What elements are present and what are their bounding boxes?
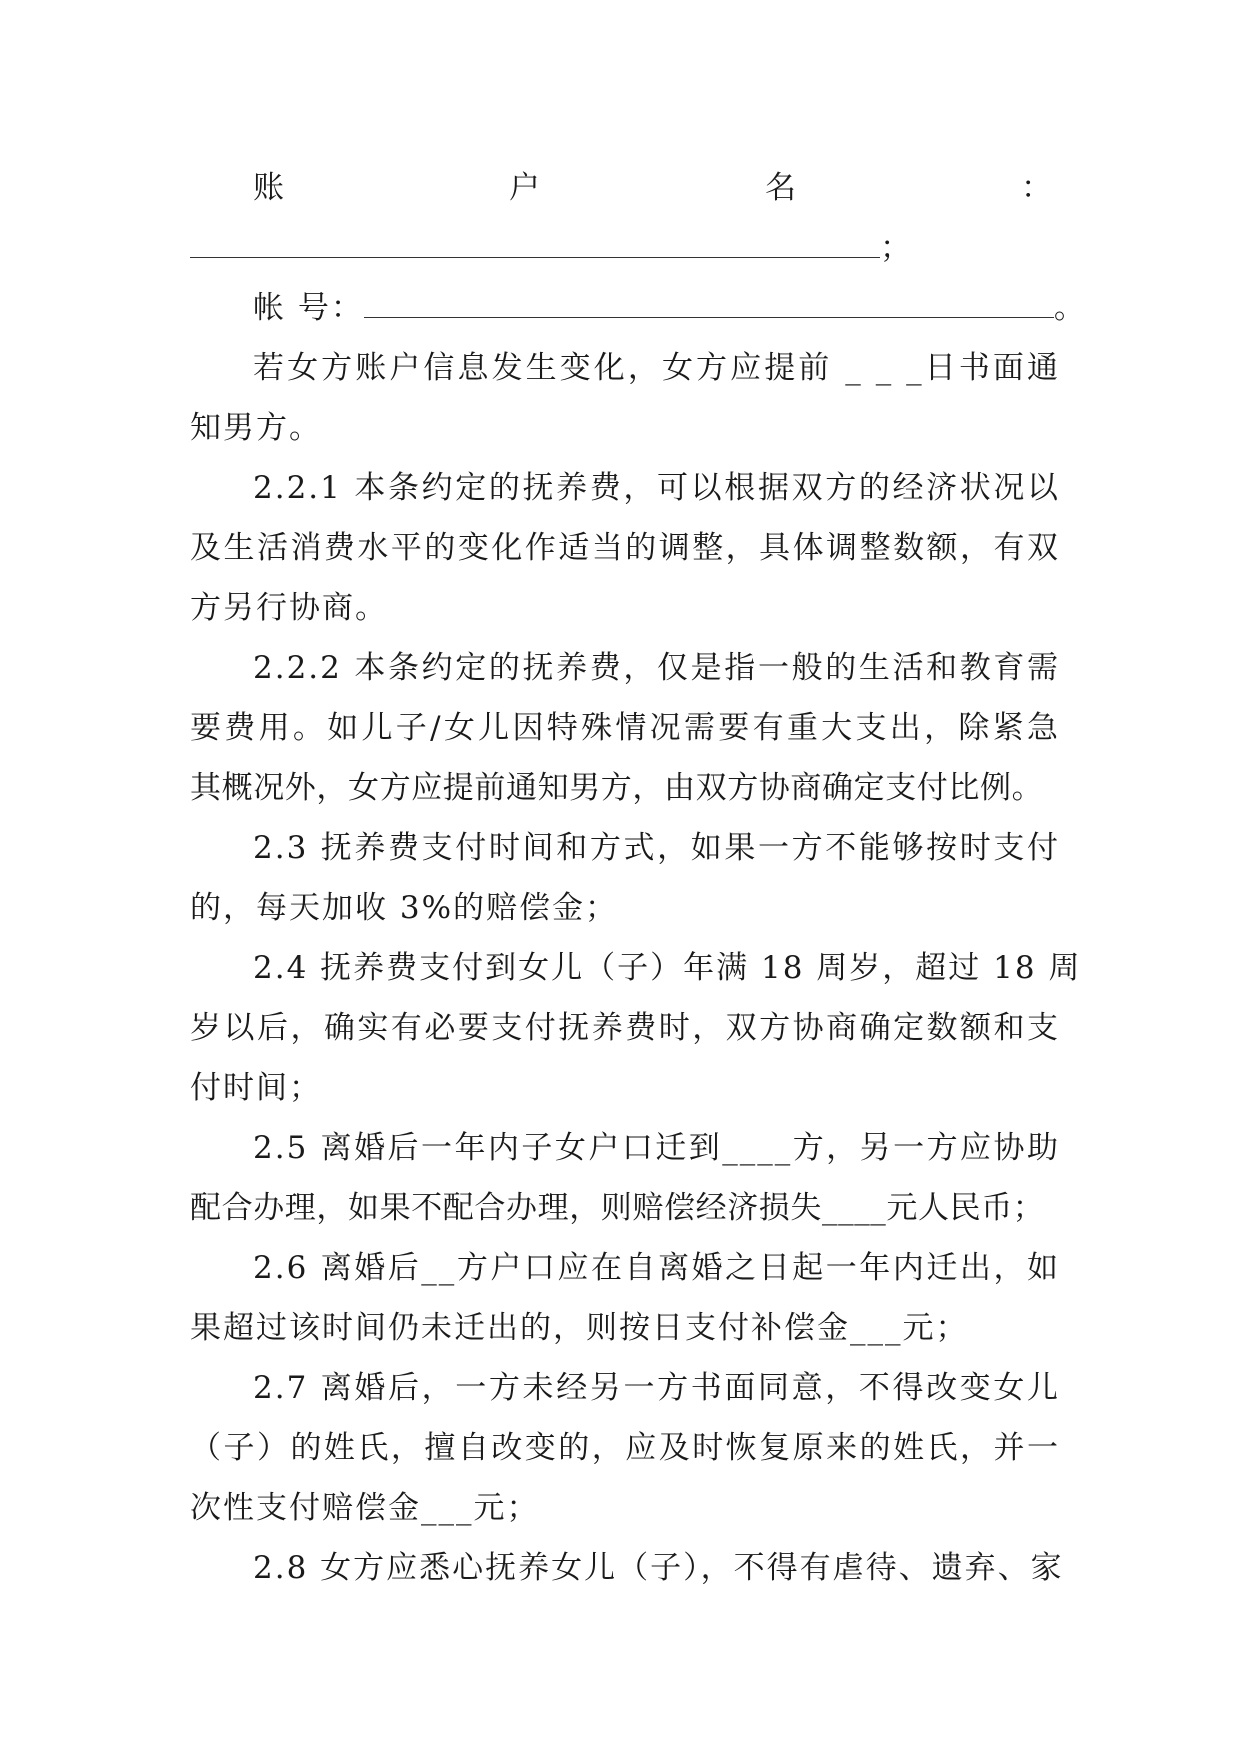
account-name-char: 账 [253,170,286,206]
paragraph-line: 2.2.2 本条约定的抚养费，仅是指一般的生活和教育需 [253,650,1060,686]
paragraph-line: 果超过该时间仍未迁出的，则按日支付补偿金___元； [190,1310,969,1346]
paragraph-2-4 [190,938,1082,1118]
paragraph-line: 2.3 抚养费支付时间和方式，如果一方不能够按时支付 [253,830,1060,866]
account-name-end: ； [880,230,913,266]
account-number-blank [364,281,1054,318]
paragraph-2-6 [190,1238,1060,1358]
account-name-char: ： [1021,170,1054,206]
paragraph-2-7 [190,1358,1060,1538]
paragraph-line: 2.6 离婚后__方户口应在自离婚之日起一年内迁出，如 [253,1250,1060,1286]
account-number-label: 帐 号： [253,290,364,326]
paragraph-line: 要费用。如儿子/女儿因特殊情况需要有重大支出，除紧急 [190,710,1060,746]
account-number-row [190,278,1087,338]
account-name-label-row [190,158,1060,218]
paragraph-line: 2.7 离婚后，一方未经另一方书面同意，不得改变女儿 [253,1370,1060,1406]
paragraph-line: 付时间； [190,1070,322,1106]
paragraph-2-8 [190,1538,1064,1598]
paragraph-2-2-2 [190,638,1060,818]
account-number-end: 。 [1053,290,1087,326]
paragraph-line: 2.2.1 本条约定的抚养费，可以根据双方的经济状况以 [253,470,1060,506]
document-body [190,158,1087,1598]
paragraph-line: 配合办理，如果不配合办理，则赔偿经济损失____元人民币； [190,1190,1045,1226]
paragraph-notify [190,338,1060,458]
account-name-char: 户 [509,170,542,206]
paragraph-line: 2.5 离婚后一年内子女户口迁到____方，另一方应协助 [253,1130,1060,1166]
paragraph-2-3 [190,818,1060,938]
account-name-char: 名 [765,170,798,206]
paragraph-2-5 [190,1118,1060,1238]
paragraph-line: 2.8 女方应悉心抚养女儿（子），不得有虐待、遗弃、家 [253,1550,1064,1586]
paragraph-line: 2.4 抚养费支付到女儿（子）年满 18 周岁，超过 18 周 [253,950,1082,986]
paragraph-line: 方另行协商。 [190,590,388,626]
paragraph-line: 次性支付赔偿金___元； [190,1490,540,1526]
paragraph-line: 知男方。 [190,410,322,446]
paragraph-line: 岁以后，确实有必要支付抚养费时，双方协商确定数额和支 [190,1010,1060,1046]
paragraph-line: 的，每天加收 3%的赔偿金； [190,890,619,926]
account-name-blank-row [190,218,1060,278]
paragraph-line: 若女方账户信息发生变化，女方应提前 _ _ _日书面通 [253,350,1060,386]
account-name-blank [190,221,880,258]
paragraph-line: （子）的姓氏，擅自改变的，应及时恢复原来的姓氏，并一 [190,1430,1060,1466]
paragraph-2-2-1 [190,458,1060,638]
paragraph-line: 及生活消费水平的变化作适当的调整，具体调整数额，有双 [190,530,1060,566]
paragraph-line: 其概况外，女方应提前通知男方，由双方协商确定支付比例。 [190,770,1044,806]
